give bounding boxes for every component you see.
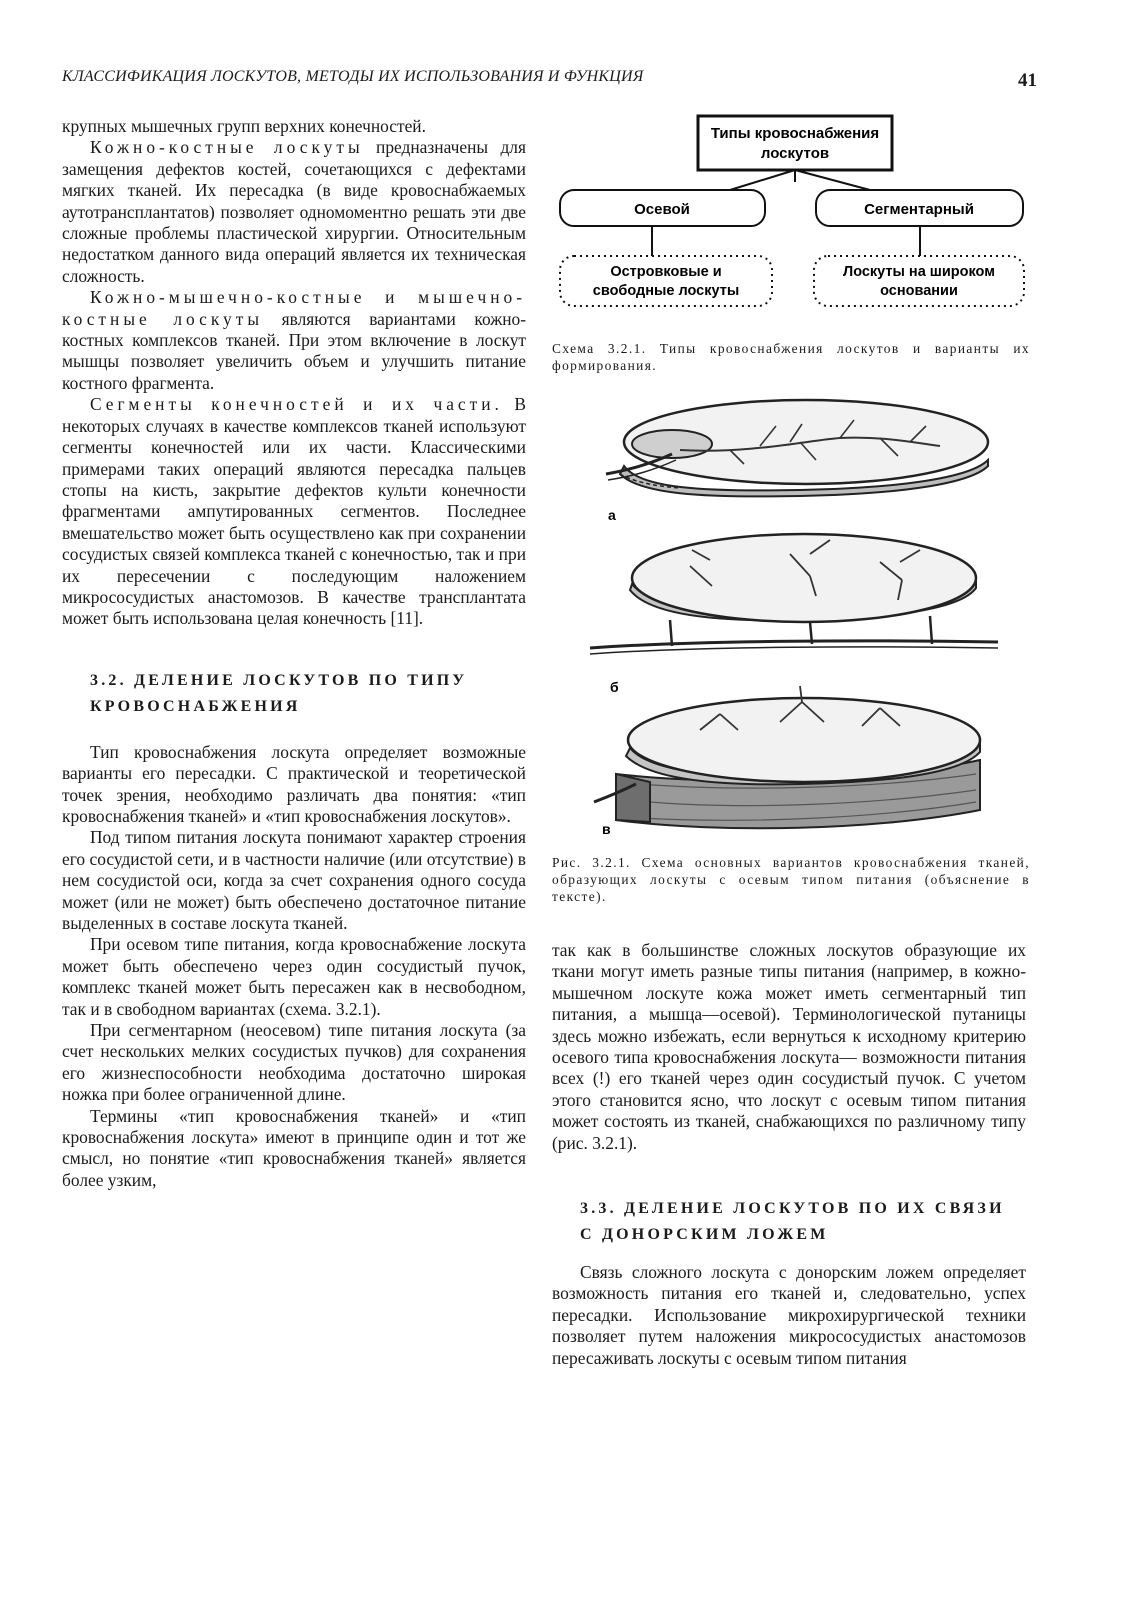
paragraph: так как в большинстве сложных лоскутов образующие их ткани могут иметь разные типы питания (например, в кожно-мышечном лоскуте кожа может иметь сегментарный тип питания, а мышца—осевой). Терминологической путаницы здесь можно избежать, если вернуться к исходному критерию осевого типа кровоснабжения лоскута— возможности питания всех (!) его тканей через один сосудистый пучок. С учетом этого становится ясно, что лоскут с осевым типом питания может состоять из тканей, снабжающихся по различному типу (рис. 3.2.1).: [552, 940, 1026, 1153]
paragraph-text: В некоторых случаях в качестве комплексов тканей используют сегменты конечностей или их части. Классическими примерами таких операций являются пересадка пальцев стопы на кисть, закрытие дефектов культи конечности фрагментами ампутированных сегментов. Последнее вмешательство может быть осуществлено как при сохранении сосудистых связей комплекса тканей с конечностью, так и при их пересечении с последующим наложением микрососудистых анастомозов. В качестве трансплантата может быть использована целая конечность [11].: [62, 394, 526, 629]
running-title: КЛАССИФИКАЦИЯ ЛОСКУТОВ, МЕТОДЫ ИХ ИСПОЛЬЗОВАНИЯ И ФУНКЦИЯ: [62, 68, 644, 85]
figure-caption: Рис. 3.2.1. Схема основных вариантов кровоснабжения тканей, образующих лоскуты с осевым типом питания (объяснение в тексте).: [552, 855, 1030, 904]
paragraph: крупных мышечных групп верхних конечностей.: [62, 116, 426, 136]
flap-figure: [580, 390, 1000, 835]
paragraph: При осевом типе питания, когда кровоснабжение лоскута может быть обеспечено через один сосудистый пучок, комплекс тканей может быть пересажен как в несвободном, так и в свободном вариантах (схема. 3.2.1).: [62, 934, 526, 1019]
scheme-root-line2: лоскутов: [760, 145, 830, 162]
scheme-axial-sub-line1: Островковые и: [610, 264, 722, 280]
right-column: [552, 940, 1026, 1369]
term: Кожно-костные лоскуты: [90, 137, 364, 158]
section-heading-3-2-line2: КРОВОСНАБЖЕНИЯ: [90, 697, 301, 715]
paragraph: При сегментарном (неосевом) типе питания лоскута (за счет нескольких мелких сосудистых пучков) для сохранения его жизнеспособности необходима достаточно широкая ножка при более ограниченной длине.: [62, 1020, 526, 1105]
scheme-root-line1: Типы кровоснабжения: [710, 125, 880, 142]
flap-illustration-a: [606, 400, 988, 523]
paragraph: [62, 137, 526, 287]
scheme-caption: Схема 3.2.1. Типы кровоснабжения лоскутов и варианты их формирования.: [552, 341, 1030, 373]
blood-supply-scheme: [552, 110, 1038, 315]
term: Сегменты конечностей и их части.: [90, 394, 503, 415]
paragraph: [62, 287, 526, 394]
section-heading-3-3-line1: 3.3. ДЕЛЕНИЕ ЛОСКУТОВ ПО ИХ СВЯЗИ: [580, 1200, 1005, 1218]
scheme-segmental-sub-line2: основании: [880, 283, 958, 299]
paragraph-text: являются вариантами кожно-костных комплексов тканей. При этом включение в лоскут мышцы позволяет увеличить объем и улучшить питание костного фрагмента.: [62, 308, 527, 393]
figure-label-v: в: [602, 821, 611, 835]
section-heading-3-3-line2: С ДОНОРСКИМ ЛОЖЕМ: [580, 1226, 829, 1244]
left-column: [62, 116, 526, 1191]
connector: [795, 170, 870, 190]
paragraph: Тип кровоснабжения лоскута определяет возможные варианты его пересадки. С практической и теоретической точек зрения, необходимо различать два понятия: «тип кровоснабжения тканей» и «тип кровоснабжения лоскутов».: [62, 741, 526, 826]
scheme-segmental-label: Сегментарный: [864, 201, 974, 218]
page-number: 41: [1018, 70, 1037, 91]
term: Кожно-мышечно-костные и мышечно-костные лоскуты: [62, 287, 526, 329]
paragraph-text: предназначены для замещения дефектов костей, сочетающихся с дефектами мягких тканей. Их пересадка (в виде кровоснабжаемых аутотрансплантатов) позволяет одномоментно решать эти две сложные проблемы пластической хирургии. Относительным недостатком данного вида операций является их техническая сложность.: [62, 137, 526, 286]
scheme-axial-sub-line2: свободные лоскуты: [592, 283, 740, 299]
paragraph: [62, 394, 526, 629]
scheme-segmental-sub-line1: Лоскуты на широком: [843, 264, 995, 280]
connector: [730, 170, 795, 190]
flap-illustration-b: [590, 534, 998, 695]
scheme-axial-label: Осевой: [634, 201, 690, 218]
flap-illustration-v: [594, 686, 980, 835]
figure-label-b: б: [610, 679, 619, 695]
paragraph: Связь сложного лоскута с донорским ложем определяет возможность питания его тканей и, следовательно, успех пересадки. Использование микрохирургической техники позволяет путем наложения микрососудистых анастомозов пересаживать лоскуты с осевым типом питания: [552, 1262, 1026, 1368]
figure-label-a: а: [608, 507, 616, 523]
paragraph: Термины «тип кровоснабжения тканей» и «тип кровоснабжения лоскута» имеют в принципе один и тот же смысл, но понятие «тип кровоснабжения тканей» является более узким,: [62, 1105, 526, 1190]
section-heading-3-2-line1: 3.2. ДЕЛЕНИЕ ЛОСКУТОВ ПО ТИПУ: [90, 671, 468, 689]
paragraph: Под типом питания лоскута понимают характер строения его сосудистой сети, и в частности наличие (или отсутствие) в нем сосудистой оси, когда за счет сохранения одного сосуда может (или не может) быть обеспечено достаточное питание выделенных в составе лоскута тканей.: [62, 827, 526, 933]
